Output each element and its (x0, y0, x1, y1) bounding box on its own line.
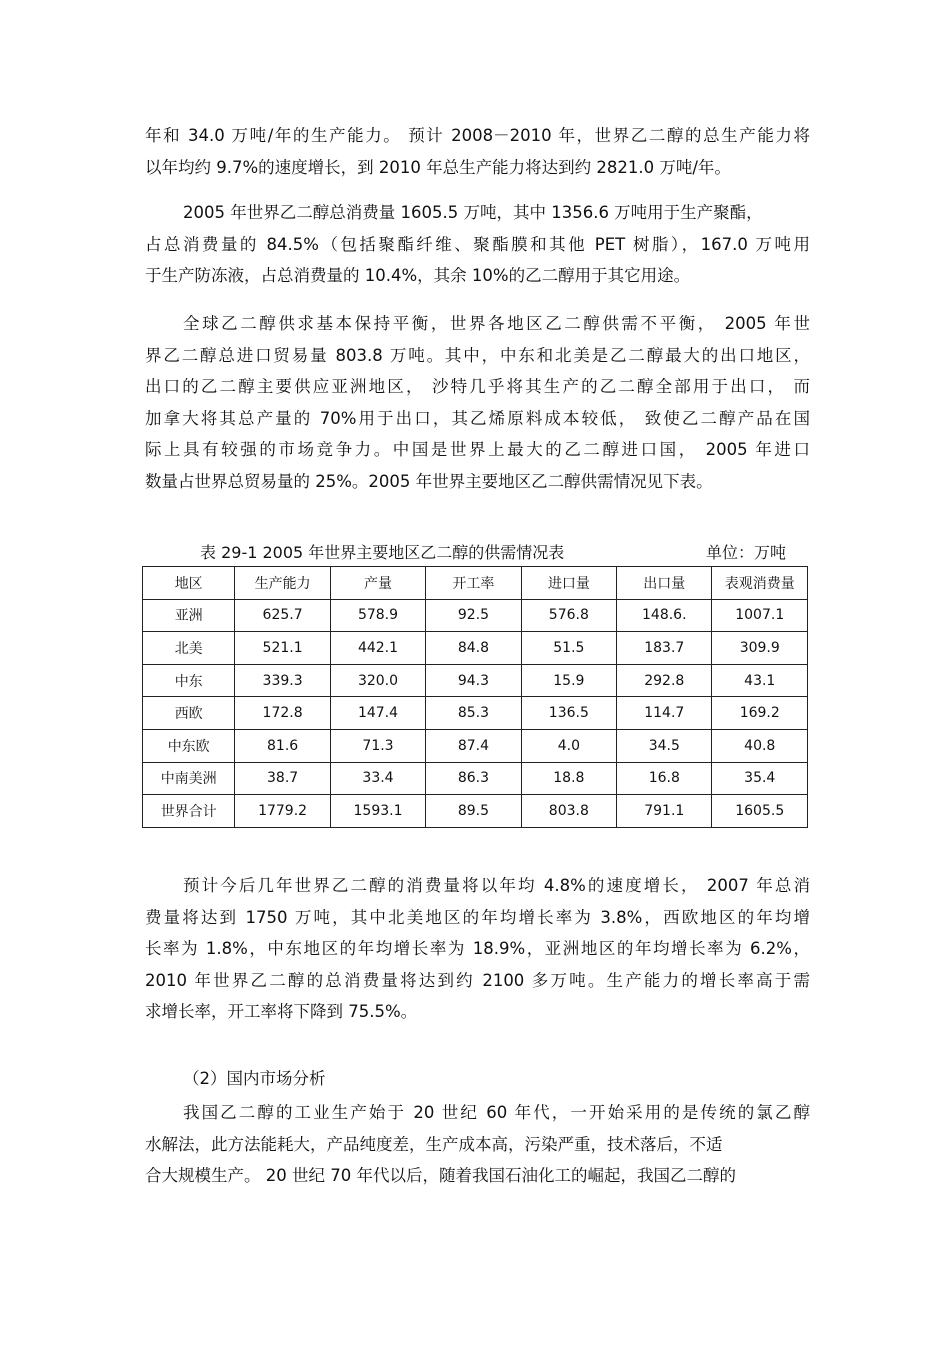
paragraph-capacity-forecast (145, 120, 810, 183)
text-line: 2005 年世界乙二醇总消费量 1605.5 万吨，其中 1356.6 万吨用于生产聚酯， (183, 203, 763, 222)
table-cell: 15.9 (521, 664, 616, 697)
region-cell: 中东 (143, 664, 235, 697)
header-cell: 进口量 (521, 567, 616, 600)
supply-demand-table (142, 566, 808, 828)
table-cell: 86.3 (426, 762, 521, 795)
table-row (143, 729, 808, 762)
table-cell: 71.3 (330, 729, 425, 762)
table-cell: 148.6. (617, 599, 712, 632)
text-line: 占总消费量的 84.5%（包括聚酯纤维、聚酯膜和其他 PET 树脂），167.0 万吨用 (145, 234, 810, 254)
region-cell: 世界合计 (143, 795, 235, 828)
table-cell: 92.5 (426, 599, 521, 632)
table-cell: 85.3 (426, 697, 521, 730)
region-cell: 中南美洲 (143, 762, 235, 795)
table-cell: 172.8 (235, 697, 330, 730)
table-cell: 147.4 (330, 697, 425, 730)
paragraph-global-trade (145, 308, 810, 497)
table-cell: 89.5 (426, 795, 521, 828)
table-cell: 442.1 (330, 632, 425, 665)
text-line: 以年均约 9.7%的速度增长，到 2010 年总生产能力将达到约 2821.0 万吨/年。 (145, 157, 731, 177)
table-cell: 114.7 (617, 697, 712, 730)
text-line: 际上具有较强的市场竞争力。中国是世界上最大的乙二醇进口国， 2005 年进口 (145, 440, 810, 459)
table-cell: 40.8 (712, 729, 808, 762)
table-cell: 136.5 (521, 697, 616, 730)
paragraph-consumption-2005 (145, 197, 810, 292)
text-line: 我国乙二醇的工业生产始于 20 世纪 60 年代，一开始采用的是传统的氯乙醇 (183, 1103, 810, 1122)
table-header-row (143, 567, 808, 600)
table-cell: 183.7 (617, 632, 712, 665)
table-cell: 1605.5 (712, 795, 808, 828)
text-line: 数量占世界总贸易量的 25%。2005 年世界主要地区乙二醇供需情况见下表。 (145, 471, 713, 491)
table-row (143, 762, 808, 795)
text-line: 全球乙二醇供求基本保持平衡，世界各地区乙二醇供需不平衡， 2005 年世 (183, 314, 810, 333)
table-cell: 292.8 (617, 664, 712, 697)
region-cell: 中东欧 (143, 729, 235, 762)
paragraph-domestic-history (145, 1097, 810, 1192)
text-line: 加拿大将其总产量的 70%用于出口，其乙烯原料成本较低， 致使乙二醇产品在国 (145, 408, 810, 428)
table-cell: 803.8 (521, 795, 616, 828)
table-cell: 320.0 (330, 664, 425, 697)
text-line: 2010 年世界乙二醇的总消费量将达到约 2100 多万吨。生产能力的增长率高于需 (145, 970, 810, 990)
region-cell: 北美 (143, 632, 235, 665)
table-caption (200, 540, 790, 563)
table-cell: 576.8 (521, 599, 616, 632)
table-cell: 578.9 (330, 599, 425, 632)
table-row (143, 664, 808, 697)
text-line: 界乙二醇总进口贸易量 803.8 万吨。其中，中东和北美是乙二醇最大的出口地区， (145, 345, 810, 365)
text-line: 年和 34.0 万吨/年的生产能力。 预计 2008－2010 年，世界乙二醇的总生产能力将 (145, 126, 810, 145)
header-cell: 开工率 (426, 567, 521, 600)
text-line: 长率为 1.8%，中东地区的年均增长率为 18.9%，亚洲地区的年均增长率为 6.2%， (145, 939, 810, 958)
table-cell: 1593.1 (330, 795, 425, 828)
table-cell: 35.4 (712, 762, 808, 795)
table-cell: 84.8 (426, 632, 521, 665)
table-cell: 309.9 (712, 632, 808, 665)
header-cell: 出口量 (617, 567, 712, 600)
region-cell: 西欧 (143, 697, 235, 730)
table-cell: 18.8 (521, 762, 616, 795)
text-line: 预计今后几年世界乙二醇的消费量将以年均 4.8%的速度增长， 2007 年总消 (183, 876, 810, 895)
table-row (143, 697, 808, 730)
text-line: 合大规模生产。 20 世纪 70 年代以后，随着我国石油化工的崛起，我国乙二醇的 (145, 1166, 736, 1185)
table-cell: 4.0 (521, 729, 616, 762)
table-cell: 94.3 (426, 664, 521, 697)
table-cell: 51.5 (521, 632, 616, 665)
table-row-total (143, 795, 808, 828)
table-row (143, 599, 808, 632)
table-cell: 521.1 (235, 632, 330, 665)
table-cell: 339.3 (235, 664, 330, 697)
table-cell: 33.4 (330, 762, 425, 795)
text-line: 水解法，此方法能耗大，产品纯度差，生产成本高，污染严重，技术落后，不适 (145, 1134, 723, 1154)
table-cell: 169.2 (712, 697, 808, 730)
text-line: 费量将达到 1750 万吨，其中北美地区的年均增长率为 3.8%，西欧地区的年均增 (145, 907, 810, 927)
text-line: 求增长率，开工率将下降到 75.5%。 (145, 1002, 418, 1021)
table-row (143, 632, 808, 665)
table-cell: 43.1 (712, 664, 808, 697)
table-cell: 1779.2 (235, 795, 330, 828)
table-cell: 625.7 (235, 599, 330, 632)
header-cell: 生产能力 (235, 567, 330, 600)
table-caption-unit: 单位：万吨 (705, 543, 786, 562)
table-cell: 81.6 (235, 729, 330, 762)
text-line: 出口的乙二醇主要供应亚洲地区， 沙特几乎将其生产的乙二醇全部用于出口， 而 (145, 377, 810, 396)
table-cell: 87.4 (426, 729, 521, 762)
table-cell: 16.8 (617, 762, 712, 795)
text-line: 于生产防冻液，占总消费量的 10.4%，其余 10%的乙二醇用于其它用途。 (145, 266, 691, 285)
paragraph-consumption-forecast (145, 870, 810, 1028)
section-subheading: （2）国内市场分析 (183, 1069, 326, 1088)
table-cell: 38.7 (235, 762, 330, 795)
region-cell: 亚洲 (143, 599, 235, 632)
table-cell: 791.1 (617, 795, 712, 828)
table-cell: 1007.1 (712, 599, 808, 632)
table-cell: 34.5 (617, 729, 712, 762)
header-cell: 表观消费量 (712, 567, 808, 600)
header-cell: 地区 (143, 567, 235, 600)
header-cell: 产量 (330, 567, 425, 600)
table-caption-title: 表 29-1 2005 年世界主要地区乙二醇的供需情况表 (200, 543, 565, 562)
